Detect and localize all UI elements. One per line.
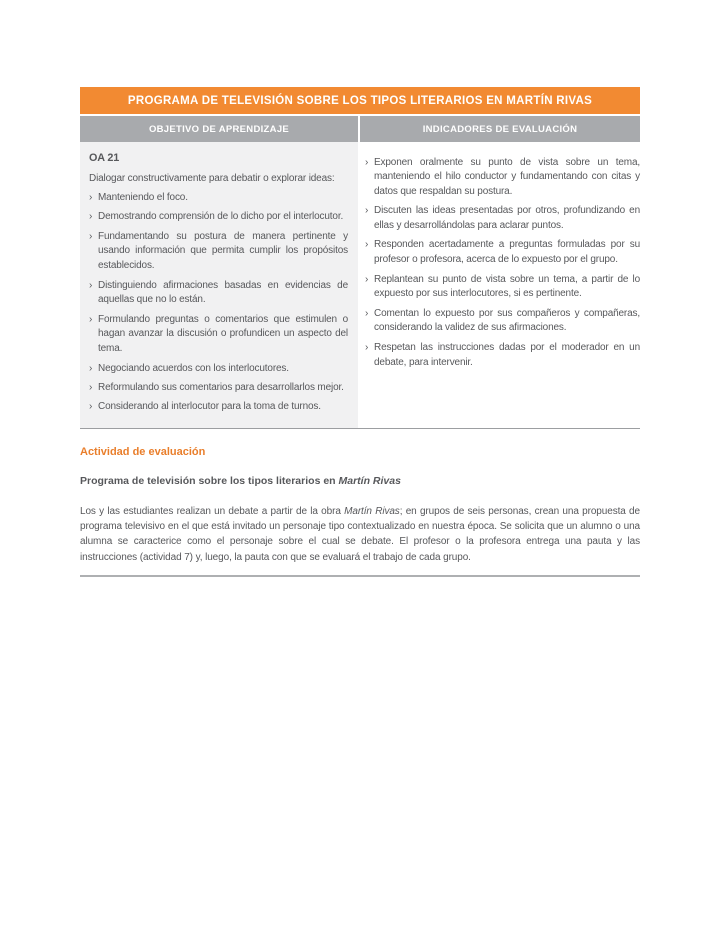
bullet-marker-icon: › (365, 307, 369, 319)
bullet-text: Reformulando sus comentarios para desarrollarlos mejor. (98, 381, 344, 393)
text-segment: Programa de televisión sobre los tipos literarios en (80, 474, 339, 487)
bullet-item (365, 238, 640, 268)
evaluation-table (80, 87, 640, 429)
book-title: Martín Rivas (344, 505, 400, 517)
bullet-item (89, 362, 348, 377)
bullet-text: Exponen oralmente su punto de vista sobre un tema, manteniendo el hilo conductor y fundamentando con citas y datos que respaldan su postura. (374, 156, 640, 198)
bullet-marker-icon: › (89, 211, 93, 223)
bullet-item (89, 210, 348, 225)
bullet-marker-icon: › (89, 279, 93, 291)
objective-bullet-list (89, 191, 348, 415)
column-header-indicators: INDICADORES DE EVALUACIÓN (360, 116, 640, 142)
bottom-divider (80, 575, 640, 577)
bullet-item (89, 313, 348, 357)
bullet-text: Distinguiendo afirmaciones basadas en evidencias de aquellas que no lo están. (98, 279, 348, 306)
indicators-cell (360, 142, 640, 428)
bullet-item (365, 204, 640, 234)
table-header-row (80, 116, 640, 142)
bullet-item (89, 230, 348, 274)
book-title: Martín Rivas (338, 474, 401, 487)
bullet-text: Replantean su punto de vista sobre un tema, a partir de lo expuesto por sus interlocutores, si es pertinente. (374, 273, 640, 300)
bullet-text: Fundamentando su postura de manera pertinente y usando información que permita cumplir los propósitos establecidos. (98, 230, 348, 272)
bullet-marker-icon: › (365, 273, 369, 285)
objective-cell (80, 142, 358, 428)
bullet-text: Considerando al interlocutor para la toma de turnos. (98, 401, 321, 413)
activity-section (80, 446, 640, 577)
bullet-text: Respetan las instrucciones dadas por el moderador en un debate, para intervenir. (374, 341, 640, 368)
bullet-item (365, 307, 640, 337)
column-header-objective: OBJETIVO DE APRENDIZAJE (80, 116, 358, 142)
bullet-item (89, 400, 348, 415)
bullet-marker-icon: › (89, 362, 93, 374)
objective-intro: Dialogar constructivamente para debatir o explorar ideas: (89, 172, 335, 184)
bullet-item (89, 381, 348, 396)
bullet-marker-icon: › (89, 230, 93, 242)
table-body (80, 142, 640, 429)
bullet-text: Discuten las ideas presentadas por otros, profundizando en ellas y desarrollándolas para aclarar puntos. (374, 205, 640, 232)
activity-paragraph (80, 504, 640, 565)
bullet-marker-icon: › (89, 401, 93, 413)
indicators-bullet-list (365, 156, 640, 371)
bullet-item (365, 273, 640, 303)
bullet-text: Negociando acuerdos con los interlocutores. (98, 362, 289, 374)
bullet-marker-icon: › (89, 192, 93, 204)
bullet-text: Comentan lo expuesto por sus compañeros y compañeras, considerando la validez de sus afirmaciones. (374, 307, 640, 334)
text-segment: ; en grupos de seis personas, crean una propuesta de programa televisivo en el que está invitado un personaje tipo contextualizado en nuestra época. Se solicita que un alumno o una alumna se caracterice como el personaje sobre el cual se debate. El profesor o la profesora entrega una pauta y las instrucciones (actividad 7) y, luego, la pauta con que se evaluará el trabajo de cada grupo. (80, 505, 640, 563)
bullet-marker-icon: › (365, 156, 369, 168)
bullet-marker-icon: › (365, 205, 369, 217)
activity-heading: Actividad de evaluación (80, 445, 206, 458)
text-segment: Los y las estudiantes realizan un debate a partir de la obra (80, 505, 345, 517)
activity-subtitle (80, 475, 640, 487)
bullet-item (89, 279, 348, 309)
document-page (80, 87, 640, 577)
bullet-text: Demostrando comprensión de lo dicho por el interlocutor. (98, 211, 344, 223)
bullet-marker-icon: › (365, 341, 369, 353)
bullet-item (365, 156, 640, 200)
bullet-marker-icon: › (89, 381, 93, 393)
bullet-text: Formulando preguntas o comentarios que estimulen o hagan avanzar la discusión o profundicen un aspecto del tema. (98, 313, 348, 355)
bullet-item (365, 341, 640, 371)
bullet-marker-icon: › (365, 239, 369, 251)
bullet-text: Responden acertadamente a preguntas formuladas por su profesor o profesora, acerca de lo expuesto por el grupo. (374, 239, 640, 266)
bullet-item (89, 191, 348, 206)
objective-code: OA 21 (89, 152, 120, 164)
bullet-text: Manteniendo el foco. (98, 192, 188, 204)
bullet-marker-icon: › (89, 313, 93, 325)
table-title: PROGRAMA DE TELEVISIÓN SOBRE LOS TIPOS LITERARIOS EN MARTÍN RIVAS (80, 87, 640, 114)
